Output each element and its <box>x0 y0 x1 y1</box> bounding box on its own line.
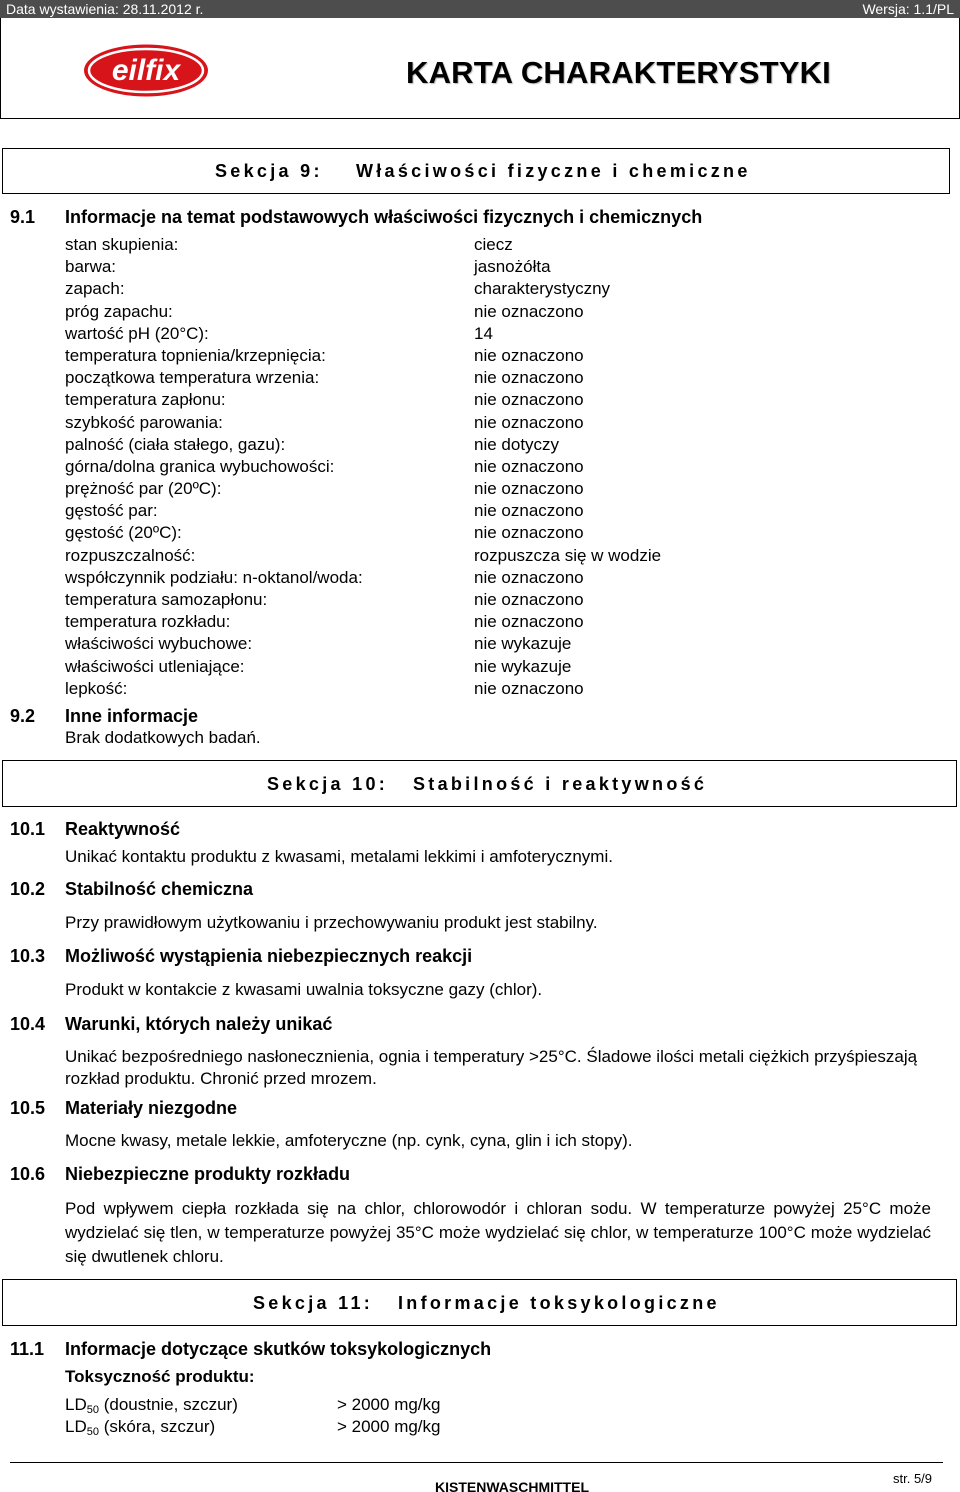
property-name: temperatura rozkładu: <box>65 612 231 632</box>
property-name: gęstość (20ºC): <box>65 523 182 543</box>
property-row <box>65 567 661 589</box>
section-9-heading: Sekcja 9: Właściwości fizyczne i chemiczne <box>215 161 751 181</box>
footer-product-name: KISTENWASCHMITTEL <box>435 1479 589 1492</box>
property-row <box>65 522 661 544</box>
property-value: nie oznaczono <box>474 345 584 365</box>
subsection-10-5-title: Materiały niezgodne <box>65 1098 238 1118</box>
property-value: nie oznaczono <box>474 678 584 698</box>
property-name: prężność par (20ºC): <box>65 479 222 499</box>
document-title: KARTA CHARAKTERYSTYKI <box>406 55 831 90</box>
property-value: nie oznaczono <box>474 523 584 543</box>
property-value: nie oznaczono <box>474 456 584 476</box>
property-value: nie oznaczono <box>474 301 584 321</box>
subsection-10-6-number: 10.6 <box>10 1164 46 1184</box>
property-value: nie oznaczono <box>474 590 584 609</box>
footer-divider <box>10 1462 943 1463</box>
subsection-10-3-number: 10.3 <box>10 946 46 966</box>
top-info-bar <box>0 0 960 18</box>
property-row <box>65 345 661 367</box>
subsection-10-1-title: Reaktywność <box>65 819 181 839</box>
property-row <box>65 323 661 345</box>
issue-date: Data wystawienia: 28.11.2012 r. <box>6 1 204 17</box>
property-name: stan skupienia: <box>65 235 179 254</box>
subsection-9-2-text: Brak dodatkowych badań. <box>65 728 261 747</box>
property-name: palność (ciała stałego, gazu): <box>65 434 286 454</box>
property-value: 14 <box>474 323 493 343</box>
property-row <box>65 412 661 434</box>
property-value: nie oznaczono <box>474 390 584 410</box>
subsection-10-3-text: Produkt w kontakcie z kwasami uwalnia toksyczne gazy (chlor). <box>65 980 543 999</box>
property-value: jasnożółta <box>474 257 551 277</box>
property-value: charakterystyczny <box>474 279 611 299</box>
property-value: nie oznaczono <box>474 501 584 521</box>
subsection-9-2-title: Inne informacje <box>65 706 199 726</box>
section-11-heading: Sekcja 11: Informacje toksykologiczne <box>253 1293 720 1313</box>
eilfix-logo <box>82 43 210 98</box>
subsection-11-1-number: 11.1 <box>10 1339 45 1359</box>
property-name: górna/dolna granica wybuchowości: <box>65 456 335 476</box>
property-row <box>65 656 661 678</box>
subsection-10-5-number: 10.5 <box>10 1098 46 1118</box>
property-row <box>65 278 661 300</box>
property-value: nie oznaczono <box>474 479 584 499</box>
property-row <box>65 678 661 700</box>
subsection-11-1-title: Informacje dotyczące skutków toksykologicznych <box>65 1339 492 1359</box>
property-name: gęstość par: <box>65 501 158 521</box>
subsection-9-1-number: 9.1 <box>10 207 36 227</box>
subsection-10-4-number: 10.4 <box>10 1014 46 1034</box>
logo-text: eilfix <box>111 54 181 87</box>
property-row <box>65 301 661 323</box>
property-name: zapach: <box>65 279 125 299</box>
ld50-dermal-value: > 2000 mg/kg <box>337 1417 441 1436</box>
subsection-9-2-number: 9.2 <box>10 706 36 726</box>
subsection-10-1-number: 10.1 <box>10 819 46 839</box>
property-row <box>65 256 661 278</box>
property-name: początkowa temperatura wrzenia: <box>65 368 320 388</box>
property-name: rozpuszczalność: <box>65 545 196 565</box>
property-row <box>65 633 661 655</box>
subsection-10-2-number: 10.2 <box>10 879 46 899</box>
ld50-oral-value: > 2000 mg/kg <box>337 1395 441 1414</box>
ld50-oral-label: $LD_{50}$ (doustnie, szczur) <box>65 1395 238 1416</box>
property-name: próg zapachu: <box>65 301 173 321</box>
property-value: ciecz <box>474 235 513 254</box>
property-value: nie dotyczy <box>474 434 560 454</box>
section-10-heading: Sekcja 10: Stabilność i reaktywność <box>267 774 708 794</box>
subsection-10-1-text: Unikać kontaktu produktu z kwasami, metalami lekkimi i amfoterycznymi. <box>65 847 613 866</box>
ld50-dermal-label: $LD_{50}$ (skóra, szczur) <box>65 1417 216 1438</box>
subsection-10-6-title: Niebezpieczne produkty rozkładu <box>65 1164 351 1184</box>
property-name: właściwości wybuchowe: <box>65 634 253 654</box>
toxicity-subtitle: Toksyczność produktu: <box>65 1367 255 1386</box>
property-value: nie oznaczono <box>474 612 584 632</box>
footer-page-number: str. 5/9 <box>893 1471 933 1486</box>
property-value: nie oznaczono <box>474 567 584 587</box>
property-name: temperatura zapłonu: <box>65 390 226 410</box>
subsection-10-2-title: Stabilność chemiczna <box>65 879 254 899</box>
property-row <box>65 456 661 478</box>
property-row <box>65 434 661 456</box>
subsection-10-4-title: Warunki, których należy unikać <box>65 1014 333 1034</box>
property-row <box>65 367 661 389</box>
subsection-10-3-title: Możliwość wystąpienia niebezpiecznych reakcji <box>65 946 473 966</box>
property-value: rozpuszcza się w wodzie <box>474 545 662 565</box>
property-row <box>65 478 661 500</box>
property-name: temperatura samozapłonu: <box>65 590 268 609</box>
version-label: Wersja: 1.1/PL <box>862 1 954 17</box>
property-row <box>65 589 661 611</box>
property-row <box>65 234 661 256</box>
property-name: temperatura topnienia/krzepnięcia: <box>65 345 326 365</box>
property-row <box>65 500 661 522</box>
subsection-9-1-title: Informacje na temat podstawowych właściwości fizycznych i chemicznych <box>65 207 703 227</box>
property-value: nie oznaczono <box>474 412 584 432</box>
subsection-10-5-text: Mocne kwasy, metale lekkie, amfoteryczne (np. cynk, cyna, glin i ich stopy). <box>65 1131 633 1150</box>
subsection-10-6-text: Pod wpływem ciepła rozkłada się na chlor, chlorowodór i chloran sodu. W temperaturze powyżej 25°C może wydzielać się tlen, w temperaturze powyżej 35°C może wydzielać się chlor, w temperaturze 100°C może wydzielać się dwutlenek chloru. <box>65 1199 931 1266</box>
subsection-10-2-text: Przy prawidłowym użytkowaniu i przechowywaniu produkt jest stabilny. <box>65 913 598 932</box>
property-name: wartość pH (20°C): <box>65 323 209 343</box>
property-name: lepkość: <box>65 678 128 698</box>
property-name: współczynnik podziału: n-oktanol/woda: <box>65 567 363 587</box>
properties-list <box>65 234 661 700</box>
property-value: nie oznaczono <box>474 368 584 388</box>
property-name: barwa: <box>65 257 117 277</box>
property-row <box>65 389 661 411</box>
property-value: nie wykazuje <box>474 634 572 654</box>
subsection-10-4-text: Unikać bezpośredniego nasłonecznienia, ognia i temperatury >25°C. Śladowe ilości metali ciężkich przyśpieszają rozkład produktu. Chronić przed mrozem. <box>65 1047 918 1088</box>
property-name: szybkość parowania: <box>65 412 223 432</box>
property-row <box>65 611 661 633</box>
property-row <box>65 545 661 567</box>
property-value: nie wykazuje <box>474 656 572 676</box>
property-name: właściwości utleniające: <box>65 656 245 676</box>
